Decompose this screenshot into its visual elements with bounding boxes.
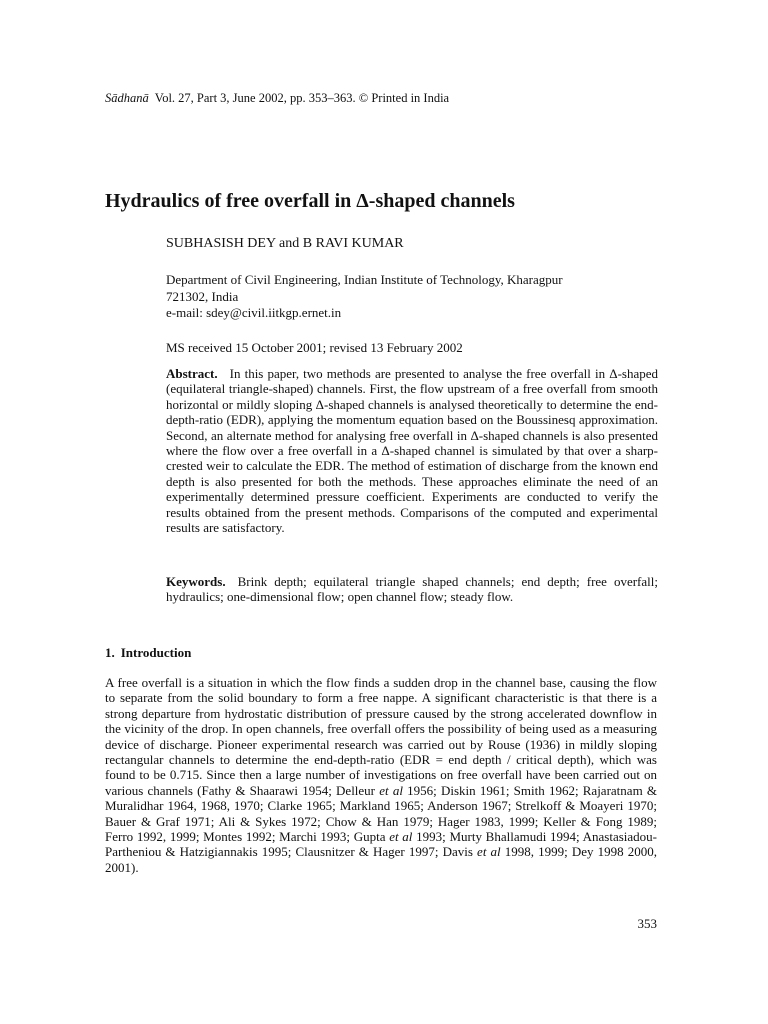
author-email: e-mail: sdey@civil.iitkgp.ernet.in	[166, 305, 342, 320]
affiliation-block	[166, 272, 666, 322]
introduction-paragraph	[105, 675, 657, 875]
intro-text-3: 1993; Murty Bhallamudi 1994; Anastasiadou-Partheniou & Hatzigiannakis 1995; Clausnitzer & Hager 1997; Davis	[105, 829, 657, 860]
paper-title: Hydraulics of free overfall in Δ-shaped channels	[105, 190, 515, 212]
affiliation-line-2: 721302, India	[166, 288, 239, 304]
affiliation-line-1: Department of Civil Engineering, Indian Institute of Technology, Kharagpur	[166, 272, 563, 287]
keywords-text: Brink depth; equilateral triangle shaped channels; end depth; free overfall; hydraulics; one-dimensional flow; open channel flow; steady flow.	[166, 574, 658, 605]
keywords-label: Keywords.	[166, 574, 226, 589]
keywords	[166, 574, 658, 605]
page-number: 353	[637, 916, 657, 931]
section-number: 1.	[105, 645, 115, 660]
intro-etal-3: et al	[477, 844, 501, 860]
citation-info: Vol. 27, Part 3, June 2002, pp. 353–363. © Printed in India	[154, 91, 450, 105]
manuscript-dates: MS received 15 October 2001; revised 13 February 2002	[166, 340, 463, 355]
intro-text-4: 1998, 1999; Dey 1998 2000, 2001).	[105, 844, 657, 875]
journal-name: Sādhanā	[105, 91, 149, 105]
section-heading-introduction	[105, 645, 191, 661]
abstract	[166, 366, 658, 535]
abstract-text: In this paper, two methods are presented to analyse the free overfall in Δ-shaped (equilateral triangle-shaped) channels. First, the flow upstream of a free overfall from smooth horizontal or mildly sloping Δ-shaped channels is analysed theoretically to determine the end-depth-ratio (EDR), applying the momentum equation based on the Boussinesq approximation. Second, an alternate method for analysing free overfall in Δ-shaped channels is also presented where the flow over a free overfall in a Δ-shaped channel is simulated by that over a sharp-crested weir to calculate the EDR. The method of estimation of discharge from the known end depth is also presented for both the methods. These approaches eliminate the need of an experimentally determined pressure coefficient. Experiments are conducted to verify the results obtained from the present methods. Comparisons of the computed and experimental results are satisfactory.	[166, 366, 658, 536]
running-header	[105, 91, 449, 106]
intro-text-2: 1956; Diskin 1961; Smith 1962; Rajaratnam & Muralidhar 1964, 1968, 1970; Clarke 1965; Markland 1965; Anderson 1967; Strelkoff & Moayeri 1970; Bauer & Graf 1971; Ali & Sykes 1972; Chow & Han 1979; Hager 1983, 1999; Keller & Fong 1989; Ferro 1992, 1999; Montes 1992; Marchi 1993; Gupta	[105, 782, 657, 845]
section-title: Introduction	[120, 645, 192, 660]
intro-text-1: A free overfall is a situation in which the flow finds a sudden drop in the channel base, causing the flow to separate from the solid boundary to form a free nappe. A significant characteristic is that there is a strong departure from hydrostatic distribution of pressure caused by the strong accelerated downflow in the vicinity of the drop. In open channels, free overfall offers the possibility of being used as a measuring device of discharge. Pioneer experimental research was carried out by Rouse (1936) in mildly sloping rectangular channels to determine the end-depth-ratio (EDR = end depth / critical depth), which was found to be 0.715. Since then a large number of investigations on free overfall have been carried out on various channels (Fathy & Shaarawi 1954; Delleur	[105, 675, 657, 798]
abstract-label: Abstract.	[166, 366, 218, 381]
intro-etal-2: et al	[389, 829, 413, 845]
author-list: SUBHASISH DEY and B RAVI KUMAR	[166, 236, 404, 251]
intro-etal-1: et al	[379, 782, 403, 798]
